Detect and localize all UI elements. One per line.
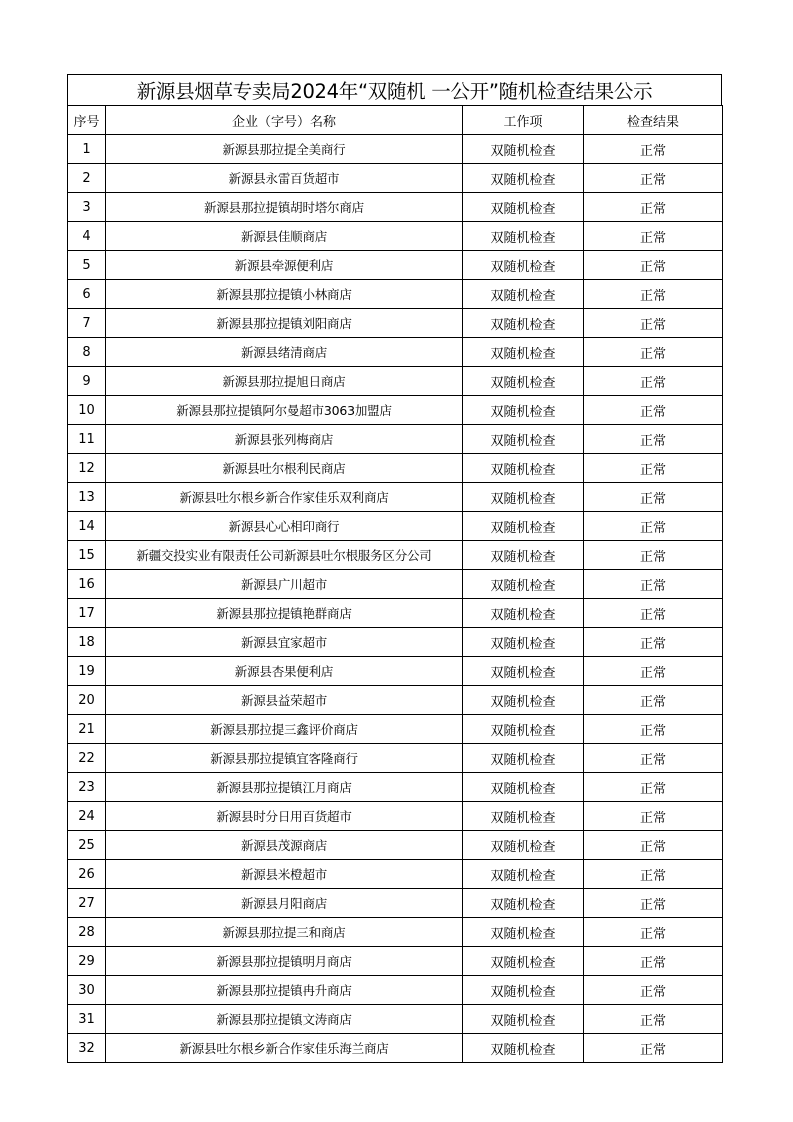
work-item-cell: 双随机检查: [463, 193, 584, 222]
work-item-cell: 双随机检查: [463, 773, 584, 802]
work-item-cell: 双随机检查: [463, 918, 584, 947]
work-item-cell: 双随机检查: [463, 599, 584, 628]
serial-number-cell: 11: [68, 425, 106, 454]
enterprise-name-cell: 新源县杏果便利店: [106, 657, 463, 686]
serial-number-cell: 13: [68, 483, 106, 512]
table-row: [68, 309, 723, 338]
serial-number-cell: 12: [68, 454, 106, 483]
serial-number-cell: 31: [68, 1005, 106, 1034]
table-row: [68, 686, 723, 715]
serial-number-cell: 22: [68, 744, 106, 773]
check-result-cell: 正常: [584, 367, 723, 396]
work-item-cell: 双随机检查: [463, 657, 584, 686]
table-row: [68, 541, 723, 570]
check-result-cell: 正常: [584, 773, 723, 802]
table-row: [68, 715, 723, 744]
check-result-cell: 正常: [584, 947, 723, 976]
enterprise-name-cell: 新源县时分日用百货超市: [106, 802, 463, 831]
table-row: [68, 251, 723, 280]
table-row: [68, 889, 723, 918]
enterprise-name-cell: 新源县那拉提镇明月商店: [106, 947, 463, 976]
table-row: [68, 860, 723, 889]
enterprise-name-cell: 新源县那拉提镇宜客隆商行: [106, 744, 463, 773]
table-row: [68, 918, 723, 947]
work-item-cell: 双随机检查: [463, 686, 584, 715]
enterprise-name-cell: 新源县宜家超市: [106, 628, 463, 657]
serial-number-cell: 21: [68, 715, 106, 744]
enterprise-name-cell: 新源县那拉提旭日商店: [106, 367, 463, 396]
table-body: [68, 135, 723, 1063]
enterprise-name-cell: 新源县吐尔根利民商店: [106, 454, 463, 483]
table-row: [68, 512, 723, 541]
check-result-cell: 正常: [584, 512, 723, 541]
table-row: [68, 193, 723, 222]
table-row: [68, 280, 723, 309]
enterprise-name-cell: 新源县那拉提镇江月商店: [106, 773, 463, 802]
check-result-cell: 正常: [584, 483, 723, 512]
work-item-cell: 双随机检查: [463, 715, 584, 744]
enterprise-name-cell: 新源县永雷百货超市: [106, 164, 463, 193]
serial-number-cell: 26: [68, 860, 106, 889]
table-row: [68, 396, 723, 425]
table-row: [68, 599, 723, 628]
enterprise-name-cell: 新源县那拉提镇文涛商店: [106, 1005, 463, 1034]
work-item-cell: 双随机检查: [463, 1034, 584, 1063]
check-result-cell: 正常: [584, 686, 723, 715]
work-item-cell: 双随机检查: [463, 860, 584, 889]
check-result-cell: 正常: [584, 860, 723, 889]
check-result-cell: 正常: [584, 889, 723, 918]
table-row: [68, 570, 723, 599]
work-item-cell: 双随机检查: [463, 280, 584, 309]
table-row: [68, 1034, 723, 1063]
serial-number-cell: 15: [68, 541, 106, 570]
work-item-cell: 双随机检查: [463, 831, 584, 860]
serial-number-cell: 23: [68, 773, 106, 802]
check-result-cell: 正常: [584, 164, 723, 193]
enterprise-name-cell: 新源县广川超市: [106, 570, 463, 599]
work-item-cell: 双随机检查: [463, 947, 584, 976]
serial-number-cell: 4: [68, 222, 106, 251]
serial-number-cell: 32: [68, 1034, 106, 1063]
serial-number-cell: 3: [68, 193, 106, 222]
enterprise-name-cell: 新源县绪清商店: [106, 338, 463, 367]
serial-number-cell: 29: [68, 947, 106, 976]
enterprise-name-cell: 新源县那拉提镇阿尔曼超市3063加盟店: [106, 396, 463, 425]
enterprise-name-cell: 新源县牵源便利店: [106, 251, 463, 280]
table-row: [68, 135, 723, 164]
table-row: [68, 425, 723, 454]
enterprise-name-cell: 新源县月阳商店: [106, 889, 463, 918]
check-result-cell: 正常: [584, 1005, 723, 1034]
work-item-cell: 双随机检查: [463, 889, 584, 918]
check-result-cell: 正常: [584, 570, 723, 599]
enterprise-name-cell: 新源县吐尔根乡新合作家佳乐双利商店: [106, 483, 463, 512]
work-item-cell: 双随机检查: [463, 164, 584, 193]
serial-number-cell: 2: [68, 164, 106, 193]
table-row: [68, 222, 723, 251]
serial-number-cell: 30: [68, 976, 106, 1005]
check-result-cell: 正常: [584, 251, 723, 280]
check-result-cell: 正常: [584, 396, 723, 425]
header-enterprise-name: 企业（字号）名称: [106, 106, 463, 135]
work-item-cell: 双随机检查: [463, 251, 584, 280]
header-serial-number: 序号: [68, 106, 106, 135]
check-result-cell: 正常: [584, 193, 723, 222]
work-item-cell: 双随机检查: [463, 222, 584, 251]
table-row: [68, 947, 723, 976]
table-row: [68, 657, 723, 686]
serial-number-cell: 14: [68, 512, 106, 541]
serial-number-cell: 20: [68, 686, 106, 715]
table-row: [68, 773, 723, 802]
work-item-cell: 双随机检查: [463, 338, 584, 367]
serial-number-cell: 5: [68, 251, 106, 280]
check-result-cell: 正常: [584, 831, 723, 860]
work-item-cell: 双随机检查: [463, 483, 584, 512]
enterprise-name-cell: 新疆交投实业有限责任公司新源县吐尔根服务区分公司: [106, 541, 463, 570]
check-result-cell: 正常: [584, 657, 723, 686]
enterprise-name-cell: 新源县吐尔根乡新合作家佳乐海兰商店: [106, 1034, 463, 1063]
serial-number-cell: 1: [68, 135, 106, 164]
check-result-cell: 正常: [584, 541, 723, 570]
work-item-cell: 双随机检查: [463, 135, 584, 164]
enterprise-name-cell: 新源县茂源商店: [106, 831, 463, 860]
check-result-cell: 正常: [584, 309, 723, 338]
serial-number-cell: 25: [68, 831, 106, 860]
work-item-cell: 双随机检查: [463, 570, 584, 599]
check-result-cell: 正常: [584, 280, 723, 309]
enterprise-name-cell: 新源县那拉提三和商店: [106, 918, 463, 947]
inspection-results-sheet: [67, 74, 722, 1063]
table-row: [68, 338, 723, 367]
header-check-result: 检查结果: [584, 106, 723, 135]
enterprise-name-cell: 新源县益荣超市: [106, 686, 463, 715]
table-row: [68, 628, 723, 657]
serial-number-cell: 18: [68, 628, 106, 657]
check-result-cell: 正常: [584, 744, 723, 773]
enterprise-name-cell: 新源县那拉提镇冉升商店: [106, 976, 463, 1005]
table-row: [68, 367, 723, 396]
serial-number-cell: 6: [68, 280, 106, 309]
work-item-cell: 双随机检查: [463, 628, 584, 657]
enterprise-name-cell: 新源县佳顺商店: [106, 222, 463, 251]
work-item-cell: 双随机检查: [463, 541, 584, 570]
serial-number-cell: 8: [68, 338, 106, 367]
work-item-cell: 双随机检查: [463, 425, 584, 454]
check-result-cell: 正常: [584, 918, 723, 947]
check-result-cell: 正常: [584, 1034, 723, 1063]
table-row: [68, 831, 723, 860]
enterprise-name-cell: 新源县那拉提镇小林商店: [106, 280, 463, 309]
header-work-item: 工作项: [463, 106, 584, 135]
table-row: [68, 976, 723, 1005]
enterprise-name-cell: 新源县那拉提全美商行: [106, 135, 463, 164]
table-row: [68, 164, 723, 193]
check-result-cell: 正常: [584, 425, 723, 454]
check-result-cell: 正常: [584, 135, 723, 164]
enterprise-name-cell: 新源县心心相印商行: [106, 512, 463, 541]
enterprise-name-cell: 新源县那拉提镇刘阳商店: [106, 309, 463, 338]
work-item-cell: 双随机检查: [463, 744, 584, 773]
work-item-cell: 双随机检查: [463, 454, 584, 483]
table-row: [68, 483, 723, 512]
work-item-cell: 双随机检查: [463, 309, 584, 338]
serial-number-cell: 16: [68, 570, 106, 599]
serial-number-cell: 27: [68, 889, 106, 918]
check-result-cell: 正常: [584, 976, 723, 1005]
work-item-cell: 双随机检查: [463, 976, 584, 1005]
check-result-cell: 正常: [584, 599, 723, 628]
check-result-cell: 正常: [584, 715, 723, 744]
check-result-cell: 正常: [584, 802, 723, 831]
check-result-cell: 正常: [584, 222, 723, 251]
work-item-cell: 双随机检查: [463, 512, 584, 541]
work-item-cell: 双随机检查: [463, 396, 584, 425]
serial-number-cell: 19: [68, 657, 106, 686]
table-row: [68, 1005, 723, 1034]
serial-number-cell: 7: [68, 309, 106, 338]
check-result-cell: 正常: [584, 454, 723, 483]
check-result-cell: 正常: [584, 628, 723, 657]
check-result-cell: 正常: [584, 338, 723, 367]
document-title: 新源县烟草专卖局2024年“双随机 一公开”随机检查结果公示: [136, 80, 653, 103]
serial-number-cell: 10: [68, 396, 106, 425]
title-row: [67, 74, 722, 105]
enterprise-name-cell: 新源县张列梅商店: [106, 425, 463, 454]
header-row: [68, 106, 723, 135]
enterprise-name-cell: 新源县那拉提镇艳群商店: [106, 599, 463, 628]
serial-number-cell: 28: [68, 918, 106, 947]
enterprise-name-cell: 新源县那拉提三鑫评价商店: [106, 715, 463, 744]
work-item-cell: 双随机检查: [463, 1005, 584, 1034]
serial-number-cell: 9: [68, 367, 106, 396]
work-item-cell: 双随机检查: [463, 367, 584, 396]
serial-number-cell: 24: [68, 802, 106, 831]
results-table: [67, 105, 723, 1063]
enterprise-name-cell: 新源县米橙超市: [106, 860, 463, 889]
serial-number-cell: 17: [68, 599, 106, 628]
table-row: [68, 802, 723, 831]
table-row: [68, 744, 723, 773]
enterprise-name-cell: 新源县那拉提镇胡时塔尔商店: [106, 193, 463, 222]
table-row: [68, 454, 723, 483]
work-item-cell: 双随机检查: [463, 802, 584, 831]
